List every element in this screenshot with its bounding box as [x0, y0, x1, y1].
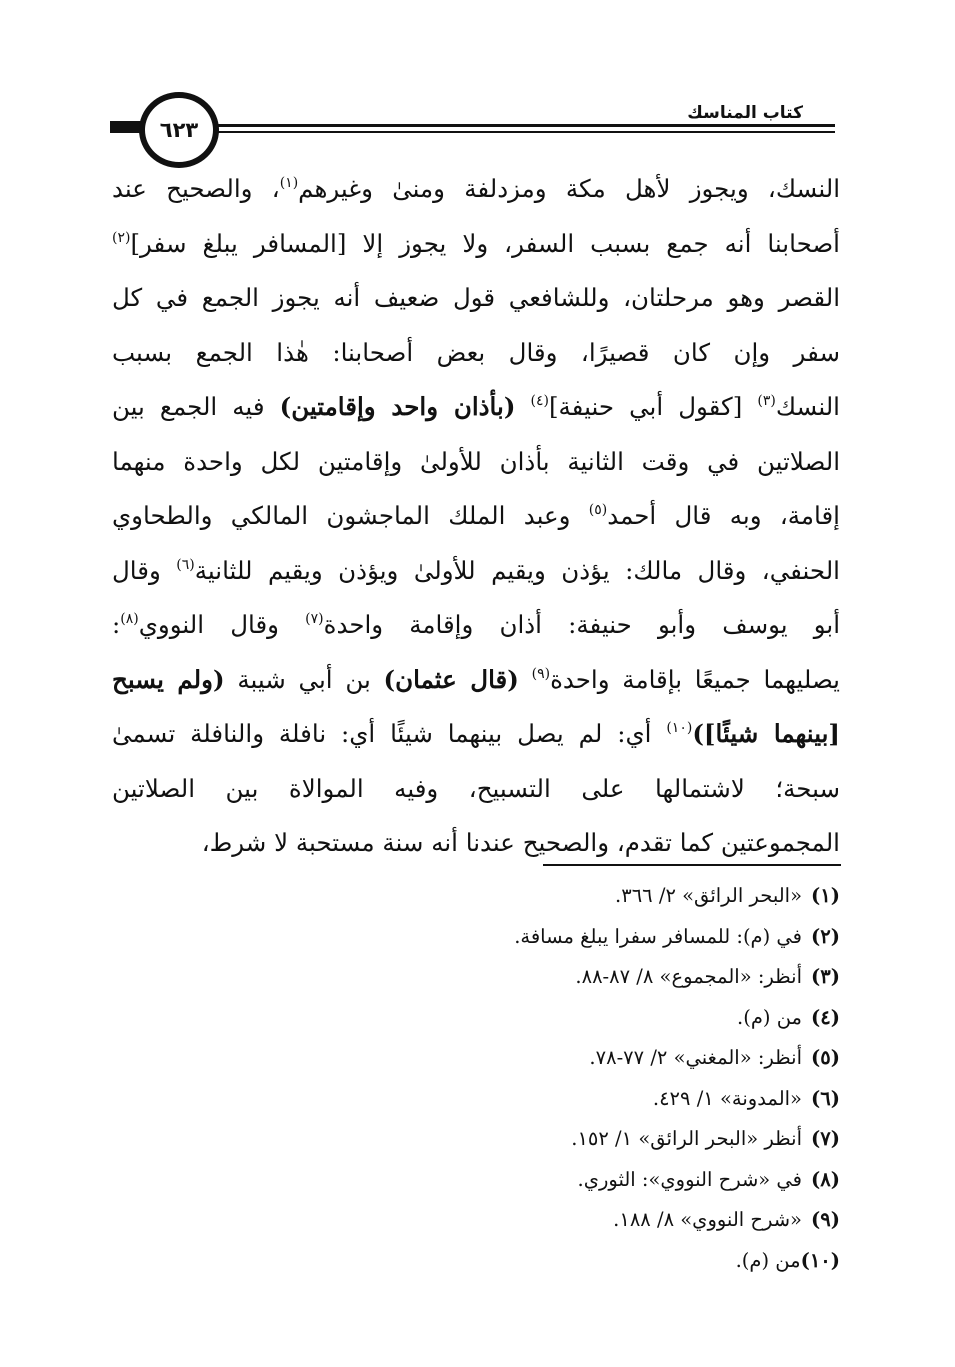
text-line — [112, 707, 840, 762]
footnote-item — [340, 957, 840, 998]
text-segment: وقال — [112, 555, 177, 585]
footnote-item — [340, 1079, 840, 1120]
text-line — [112, 380, 840, 435]
footnotes — [340, 876, 840, 1281]
footnote-text: في «شرح النووي»: الثوري. — [577, 1167, 802, 1191]
text-segment: [كقول أبي حنيفة] — [548, 392, 758, 421]
footnote-marker: (٤) — [530, 393, 549, 409]
text-segment — [519, 665, 532, 694]
footnote-text: من (م). — [735, 1248, 801, 1272]
footnote-number: (١٠) — [800, 1248, 840, 1272]
text-segment: إقامة، وبه قال أحمد — [607, 501, 840, 530]
text-line — [112, 489, 840, 544]
footnote-number: (٨) — [811, 1167, 840, 1191]
footnote-marker: (٩) — [531, 665, 551, 682]
footnote-item — [340, 1241, 840, 1282]
text-segment: بن أبي شيبة — [224, 664, 384, 694]
footnote-number: (٤) — [811, 1005, 840, 1029]
text-line — [112, 653, 840, 708]
text-segment: النسك، ويجوز لأهل مكة ومزدلفة ومنىٰ وغيرهم — [298, 174, 840, 203]
footnote-text: أنظر: «المجموع» ٨/ ٨٧-٨٨. — [575, 965, 802, 988]
footnote-text: «المدونة» ١/ ٤٢٩. — [652, 1086, 802, 1110]
page-number: ٦٢٣ — [159, 118, 199, 142]
text-line — [112, 162, 840, 217]
text-segment: سبحة؛ لاشتمالها على التسبيح، وفيه الموالاة بين الصلاتين — [112, 773, 840, 803]
text-line — [112, 762, 840, 817]
text-segment: (ولم يسبح — [112, 664, 225, 694]
footnote-number: (٢) — [811, 924, 840, 948]
footnote-marker: (٨) — [120, 611, 139, 627]
text-segment: أي: لم يصل بينهما شيئًا أي: نافلة والنافلة تسمىٰ — [112, 719, 667, 748]
text-segment: الصلاتين في وقت الثانية بأذان للأولىٰ وإقامتين لكل واحدة منهما — [112, 446, 840, 476]
footnote-separator — [543, 864, 841, 866]
text-segment: ، والصحيح عند — [112, 174, 280, 203]
footnote-item — [340, 917, 840, 958]
page-number-badge — [139, 92, 219, 168]
main-text — [112, 162, 840, 871]
footnote-text: أنظر «البحر الرائق» ١/ ١٥٢. — [571, 1127, 802, 1150]
footnote-item — [340, 1200, 840, 1241]
footnote-item — [340, 1160, 840, 1201]
text-segment: القصر وهو مرحلتان، وللشافعي قول ضعيف أنه يجوز الجمع في كل — [112, 283, 840, 312]
running-head: كتاب المناسك — [683, 103, 807, 123]
text-segment: أصحابنا أنه جمع بسبب السفر، ولا يجوز إلا [المسافر يبلغ سفر] — [130, 228, 840, 258]
footnote-number: (٩) — [811, 1208, 840, 1231]
text-line — [112, 435, 840, 490]
footnote-marker: (٥) — [588, 502, 608, 518]
text-segment: [بينهما شيئًا]) — [692, 719, 840, 748]
footnote-item — [340, 998, 840, 1039]
text-segment: (قال عثمان) — [383, 664, 519, 694]
footnote-marker: (١) — [279, 175, 299, 191]
footnote-text: «البحر الرائق» ٢/ ٣٦٦. — [615, 884, 802, 907]
text-segment: وقال النووي — [138, 610, 306, 639]
text-segment: النسك — [775, 392, 840, 421]
footnote-text: «شرح النووي» ٨/ ١٨٨. — [613, 1208, 802, 1231]
text-segment: فيه الجمع بين — [112, 392, 280, 421]
footnote-item — [340, 1038, 840, 1079]
text-line — [112, 326, 840, 381]
footnote-marker: (٧) — [305, 611, 324, 627]
footnote-item — [340, 1119, 840, 1160]
footnote-text: من (م). — [737, 1005, 802, 1029]
text-segment — [515, 392, 530, 421]
footnote-number: (١) — [811, 884, 840, 907]
footnote-number: (٥) — [811, 1046, 840, 1069]
footnote-marker: (٢) — [112, 229, 131, 246]
text-segment: المجموعتين كما تقدم، والصحيح عندنا أنه سنة مستحبة لا شرط، — [201, 828, 840, 857]
footnote-item — [340, 876, 840, 917]
text-segment: سفر وإن كان قصيرًا، وقال بعض أصحابنا: هٰذا الجمع بسبب — [112, 337, 840, 367]
text-segment: يصليهما جميعًا بإقامة واحدة — [550, 664, 841, 694]
footnote-text: أنظر: «المغني» ٢/ ٧٧-٧٨. — [589, 1046, 802, 1069]
text-segment: الحنفي، وقال مالك: يؤذن ويقيم للأولىٰ ويؤذن ويقيم للثانية — [194, 555, 840, 585]
text-line — [112, 217, 840, 272]
footnote-number: (٦) — [811, 1086, 840, 1110]
page-header — [0, 0, 955, 160]
text-line — [112, 271, 840, 326]
footnote-marker: (٣) — [757, 393, 776, 409]
text-segment: : — [112, 610, 121, 639]
text-segment: (بأذان واحد وإقامتين) — [279, 392, 516, 421]
footnote-number: (٣) — [811, 965, 840, 988]
footnote-text: في (م): للمسافر سفرا يبلغ مسافة. — [514, 924, 802, 948]
text-line — [112, 544, 840, 599]
text-line — [112, 598, 840, 653]
text-line — [112, 816, 840, 871]
footnote-number: (٧) — [811, 1127, 840, 1150]
text-segment: أبو يوسف وأبو حنيفة: أذان وإقامة واحدة — [323, 610, 840, 639]
footnote-marker: (٦) — [176, 556, 195, 573]
footnote-marker: (١٠) — [666, 720, 693, 736]
text-segment: وعبد الملك الماجشون المالكي والطحاوي — [112, 501, 589, 530]
